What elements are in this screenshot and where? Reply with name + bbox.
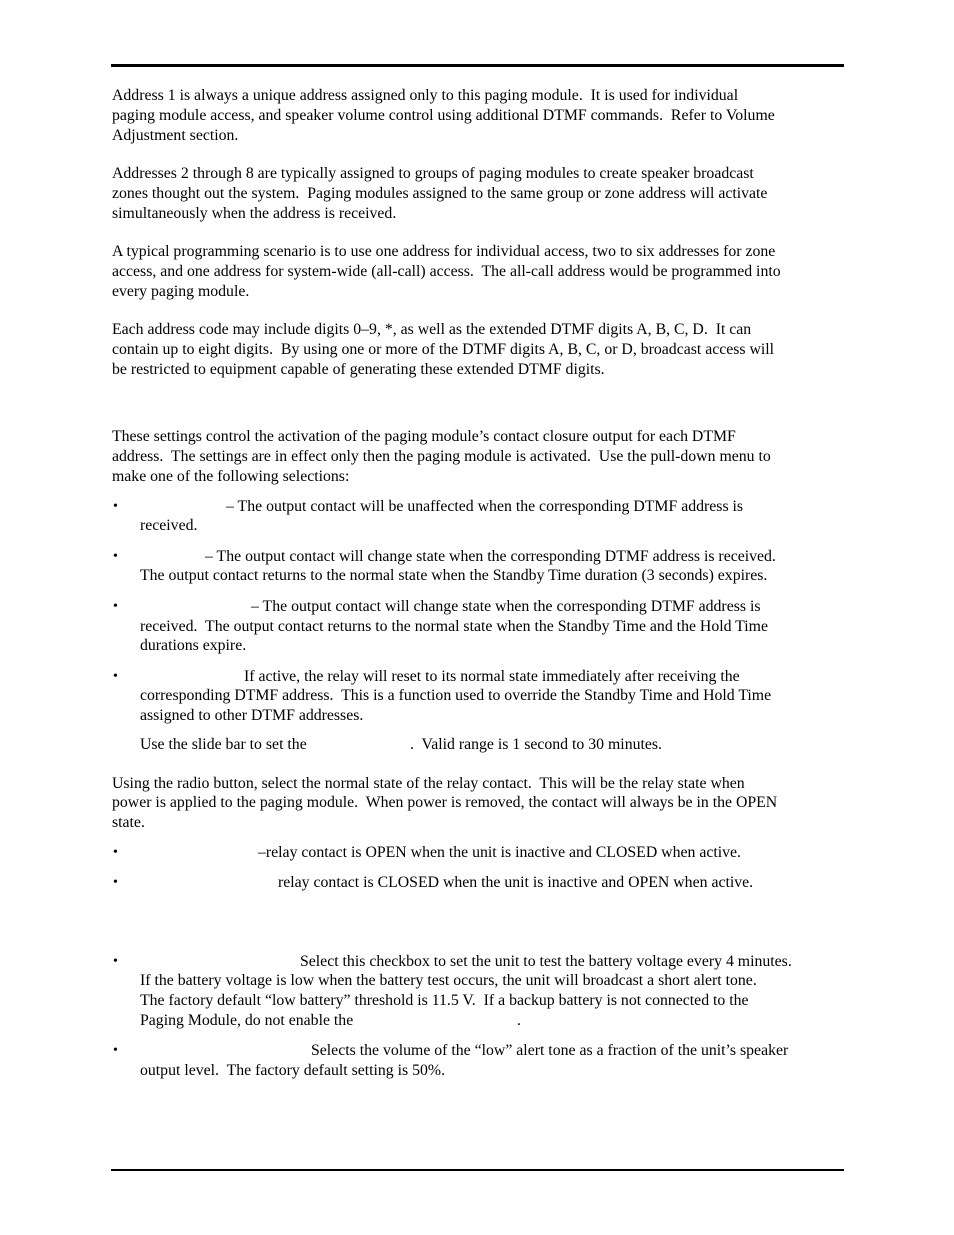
paragraph-line: state.: [112, 814, 145, 831]
bullet-icon: •: [113, 549, 118, 564]
paragraph-line: Using the radio button, select the normal state of the relay contact. This will be the relay state when: [112, 775, 745, 792]
bullet-icon: •: [113, 875, 118, 890]
bullet-icon: •: [113, 499, 118, 514]
bullet-text: If active, the relay will reset to its normal state immediately after receiving the: [244, 668, 740, 685]
paragraph-line: be restricted to equipment capable of generating these extended DTMF digits.: [112, 361, 605, 378]
bullet-icon: •: [113, 1043, 118, 1058]
paragraph-line: A typical programming scenario is to use one address for individual access, two to six addresses for zone: [112, 243, 776, 260]
paragraph-line: paging module access, and speaker volume control using additional DTMF commands. Refer to Volume: [112, 107, 775, 124]
slide-bar-text: . Valid range is 1 second to 30 minutes.: [410, 736, 662, 753]
paragraph-line: power is applied to the paging module. When power is removed, the contact will always be in the OPEN: [112, 794, 778, 811]
bullet-text: The output contact returns to the normal state when the Standby Time duration (3 seconds) expires.: [140, 567, 768, 584]
paragraph-line: Address 1 is always a unique address assigned only to this paging module. It is used for individual: [112, 87, 739, 104]
header-rule: [111, 64, 844, 67]
bullet-text: .: [517, 1012, 521, 1029]
bullet-text: Select this checkbox to set the unit to test the battery voltage every 4 minutes.: [300, 953, 792, 970]
bullet-text: The factory default “low battery” threshold is 11.5 V. If a backup battery is not connected to the: [140, 992, 749, 1009]
bullet-text: received.: [140, 517, 198, 534]
bullet-icon: •: [113, 954, 118, 969]
paragraph-line: zones thought out the system. Paging modules assigned to the same group or zone address will activate: [112, 185, 768, 202]
slide-bar-text: Use the slide bar to set the: [140, 736, 307, 753]
bullet-text: – The output contact will be unaffected when the corresponding DTMF address is: [226, 498, 744, 515]
bullet-text: output level. The factory default setting is 50%.: [140, 1062, 446, 1079]
bullet-text: – The output contact will change state when the corresponding DTMF address is: [251, 598, 761, 615]
paragraph-line: simultaneously when the address is received.: [112, 205, 397, 222]
bullet-icon: •: [113, 599, 118, 614]
bullet-text: durations expire.: [140, 637, 247, 654]
bullet-text: – The output contact will change state when the corresponding DTMF address is received.: [205, 548, 776, 565]
paragraph-line: make one of the following selections:: [112, 468, 350, 485]
bullet-icon: •: [113, 845, 118, 860]
bullet-text: If the battery voltage is low when the battery test occurs, the unit will broadcast a short alert tone.: [140, 972, 757, 989]
paragraph-line: contain up to eight digits. By using one or more of the DTMF digits A, B, C, or D, broadcast access will: [112, 341, 775, 358]
bullet-text: corresponding DTMF address. This is a function used to override the Standby Time and Hold Time: [140, 687, 772, 704]
paragraph-line: Adjustment section.: [112, 127, 239, 144]
paragraph-line: Each address code may include digits 0–9, *, as well as the extended DTMF digits A, B, C, D. It can: [112, 321, 752, 338]
paragraph-line: address. The settings are in effect only then the paging module is activated. Use the pull-down menu to: [112, 448, 771, 465]
footer-rule: [111, 1169, 844, 1171]
paragraph-line: access, and one address for system-wide (all-call) access. The all-call address would be programmed into: [112, 263, 781, 280]
paragraph-line: Addresses 2 through 8 are typically assigned to groups of paging modules to create speaker broadcast: [112, 165, 754, 182]
bullet-text: relay contact is CLOSED when the unit is inactive and OPEN when active.: [278, 874, 754, 891]
bullet-text: –relay contact is OPEN when the unit is inactive and CLOSED when active.: [258, 844, 742, 861]
paragraph-line: These settings control the activation of the paging module’s contact closure output for each DTMF: [112, 428, 736, 445]
bullet-text: Paging Module, do not enable the: [140, 1012, 354, 1029]
bullet-text: Selects the volume of the “low” alert tone as a fraction of the unit’s speaker: [311, 1042, 789, 1059]
bullet-icon: •: [113, 669, 118, 684]
bullet-text: received. The output contact returns to the normal state when the Standby Time and the Hold Time: [140, 618, 768, 635]
bullet-text: assigned to other DTMF addresses.: [140, 707, 364, 724]
paragraph-line: every paging module.: [112, 283, 250, 300]
